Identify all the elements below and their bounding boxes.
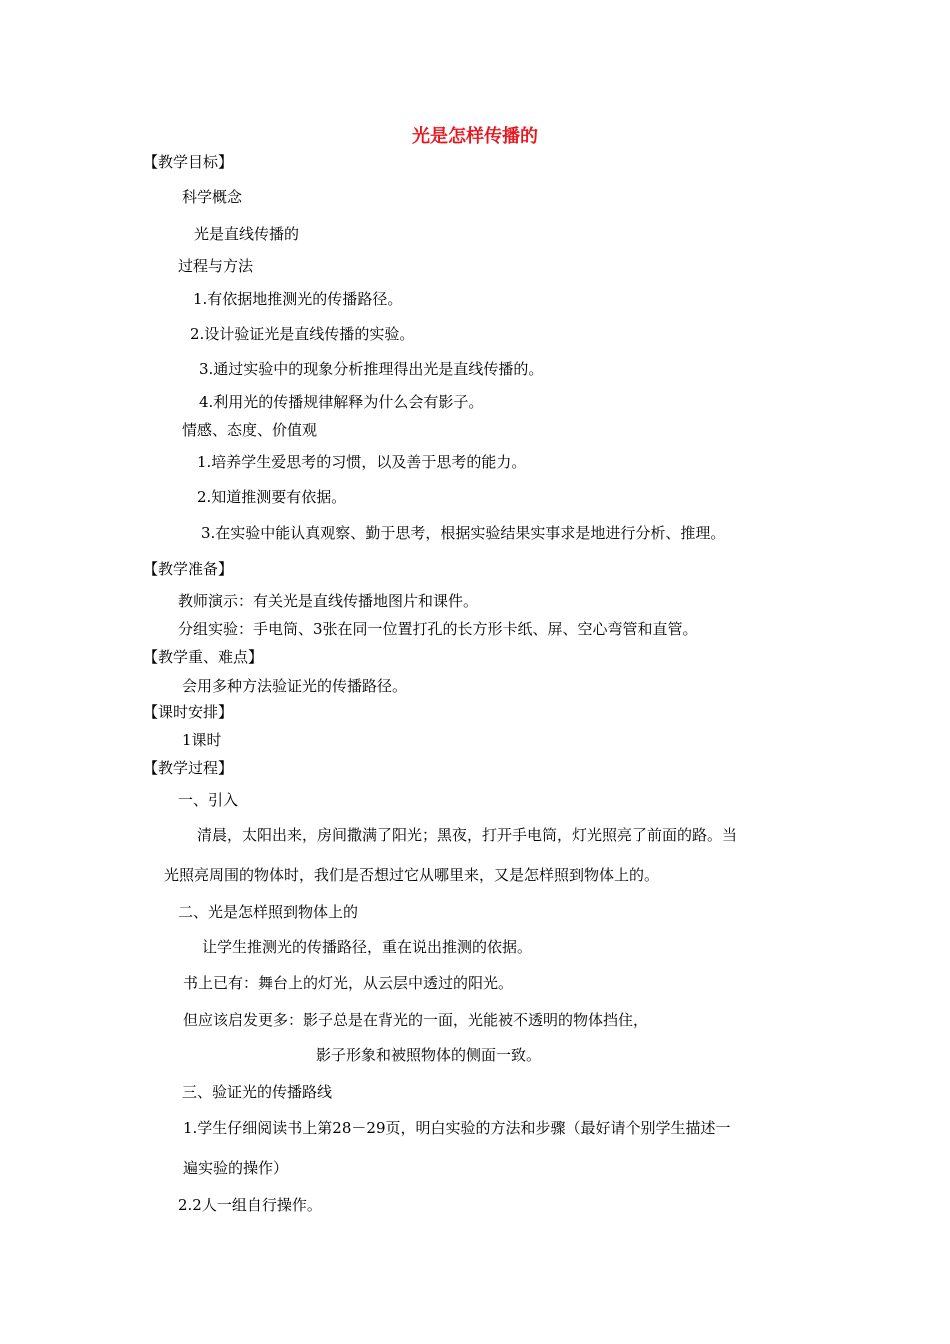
section-heading-objectives: 【教学目标】 bbox=[143, 153, 234, 171]
list-item: 1.有依据地推测光的传播路径。 bbox=[193, 290, 403, 308]
paragraph-line: 情感、态度、价值观 bbox=[182, 421, 318, 439]
paragraph-line: 过程与方法 bbox=[178, 257, 254, 275]
paragraph-line: 一、引入 bbox=[178, 791, 239, 809]
list-item: 2.知道推测要有依据。 bbox=[197, 488, 347, 506]
list-item: 2.2人一组自行操作。 bbox=[178, 1196, 322, 1214]
section-heading-key-points: 【教学重、难点】 bbox=[143, 648, 264, 666]
paragraph-line: 光是直线传播的 bbox=[194, 225, 300, 243]
page-title: 光是怎样传播的 bbox=[412, 126, 538, 147]
paragraph-line: 科学概念 bbox=[182, 188, 243, 206]
section-heading-preparation: 【教学准备】 bbox=[143, 560, 234, 578]
paragraph-line: 书上已有：舞台上的灯光，从云层中透过的阳光。 bbox=[183, 974, 514, 992]
paragraph-line: 清晨，太阳出来，房间撒满了阳光；黑夜，打开手电筒，灯光照亮了前面的路。当 bbox=[197, 826, 738, 844]
list-item: 1.学生仔细阅读书上第28－29页，明白实验的方法和步骤（最好请个别学生描述一 bbox=[183, 1119, 731, 1137]
paragraph-line: 1课时 bbox=[182, 731, 222, 749]
list-item: 1.培养学生爱思考的习惯，以及善于思考的能力。 bbox=[197, 453, 527, 471]
paragraph-line: 三、验证光的传播路线 bbox=[182, 1083, 333, 1101]
list-item: 3.通过实验中的现象分析推理得出光是直线传播的。 bbox=[199, 360, 544, 378]
list-item: 遍实验的操作） bbox=[183, 1159, 289, 1177]
paragraph-line: 让学生推测光的传播路径，重在说出推测的依据。 bbox=[202, 938, 533, 956]
paragraph-line: 教师演示：有关光是直线传播地图片和课件。 bbox=[178, 592, 479, 610]
paragraph-line: 分组实验：手电筒、3张在同一位置打孔的长方形卡纸、屏、空心弯管和直管。 bbox=[178, 620, 698, 638]
paragraph-line: 光照亮周围的物体时，我们是否想过它从哪里来，又是怎样照到物体上的。 bbox=[164, 866, 660, 884]
list-item: 3.在实验中能认真观察、勤于思考，根据实验结果实事求是地进行分析、推理。 bbox=[201, 524, 726, 542]
paragraph-line: 会用多种方法验证光的传播路径。 bbox=[182, 677, 408, 695]
list-item: 4.利用光的传播规律解释为什么会有影子。 bbox=[199, 393, 484, 411]
list-item: 2.设计验证光是直线传播的实验。 bbox=[190, 325, 415, 343]
paragraph-line: 影子形象和被照物体的侧面一致。 bbox=[316, 1046, 542, 1064]
paragraph-line: 二、光是怎样照到物体上的 bbox=[178, 903, 359, 921]
section-heading-process: 【教学过程】 bbox=[143, 759, 234, 777]
section-heading-schedule: 【课时安排】 bbox=[143, 703, 234, 721]
paragraph-line: 但应该启发更多：影子总是在背光的一面，光能被不透明的物体挡住， bbox=[183, 1011, 649, 1029]
